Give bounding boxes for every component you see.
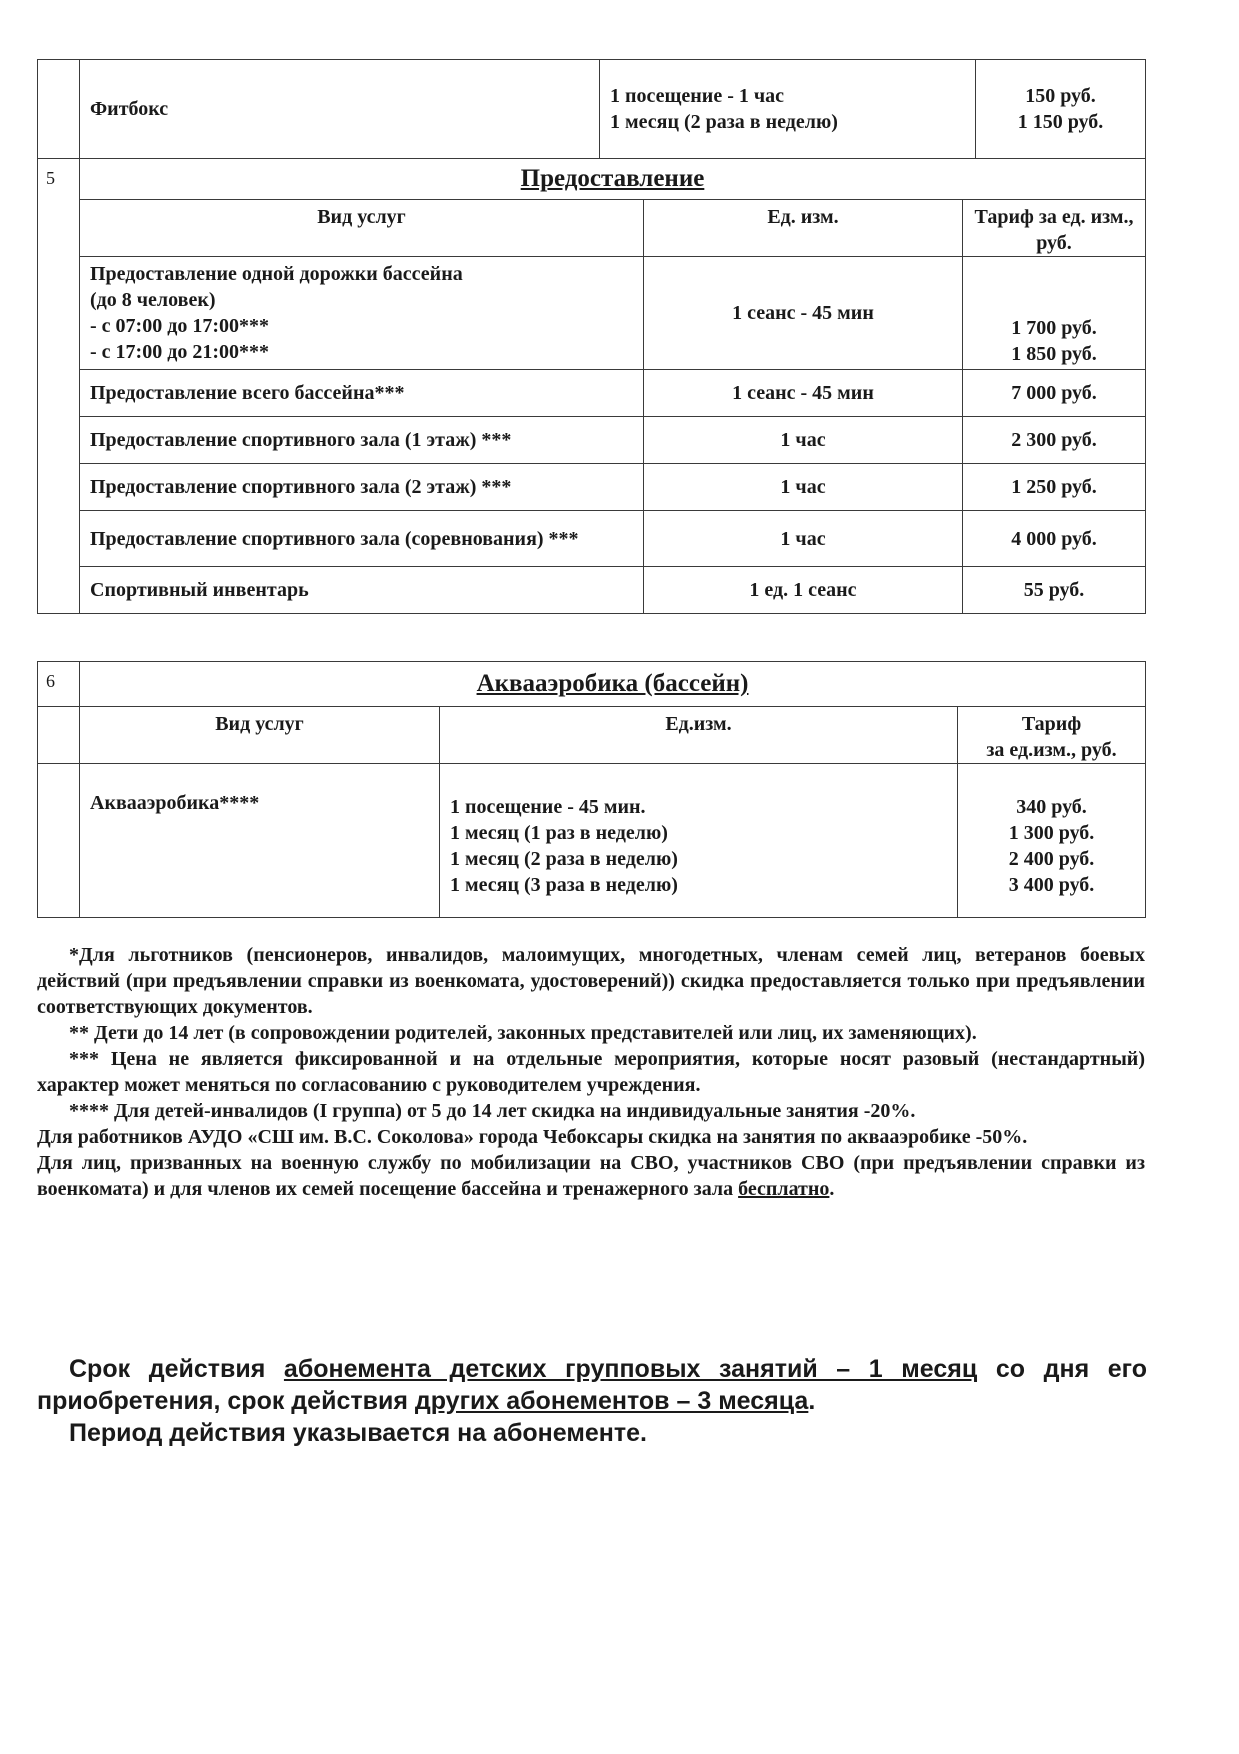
aqua-row — [38, 764, 1146, 918]
pool-lane-unit: 1 сеанс - 45 мин — [644, 257, 963, 370]
fitbox-name: Фитбокс — [80, 60, 600, 159]
aqua-prices — [958, 764, 1146, 918]
fitbox-number-cell — [38, 60, 80, 159]
header-service: Вид услуг — [80, 200, 644, 257]
section6-title-row — [38, 662, 1146, 707]
footer-text: . — [808, 1387, 816, 1415]
row-unit: 1 ед. 1 сеанс — [644, 567, 963, 614]
section6-header-row — [38, 707, 1146, 764]
footer-text: со дня его приобретения, срок действия — [37, 1355, 1148, 1415]
fitbox-unit: 1 месяц (2 раза в неделю) — [610, 111, 838, 133]
pool-lane-row — [38, 257, 1146, 370]
pool-lane-line: (до 8 человек) — [90, 289, 216, 311]
row-service: Спортивный инвентарь — [80, 567, 644, 614]
section5-title: Предоставление — [80, 159, 1146, 200]
footer-period: Период действия указывается на абонементе. — [69, 1419, 647, 1447]
note: *** Цена не является фиксированной и на отдельные мероприятия, которые носят разовый (нестандартный) характер может меняться по согласованию с руководителем учреждения. — [37, 1048, 1145, 1096]
pool-lane-price: 1 700 руб. — [1011, 317, 1097, 339]
row-price: 7 000 руб. — [963, 370, 1146, 417]
fitbox-prices — [976, 60, 1146, 159]
note-text: Для лиц, призванных на военную службу по мобилизации на СВО, участников СВО (при предъявлении справки из военкомата) и для членов их семей посещение бассейна и тренажерного зала — [37, 1152, 1145, 1200]
section5-table — [37, 158, 1146, 614]
footer-underlined: абонемента детских групповых занятий – 1 месяц — [283, 1355, 978, 1383]
header-tariff-line: Тариф — [1021, 713, 1082, 735]
row-unit: 1 час — [644, 464, 963, 511]
row-service: Предоставление спортивного зала (1 этаж) *** — [80, 417, 644, 464]
footer-text: Срок действия — [69, 1355, 284, 1383]
aqua-unit: 1 посещение - 45 мин. — [450, 796, 646, 818]
aqua-unit: 1 месяц (3 раза в неделю) — [450, 874, 678, 896]
header-tariff-line: за ед.изм., руб. — [986, 739, 1117, 761]
pool-lane-service — [80, 257, 644, 370]
footer-block — [37, 1353, 1147, 1449]
row-unit: 1 сеанс - 45 мин — [644, 370, 963, 417]
note — [37, 1150, 1145, 1202]
aqua-price: 1 300 руб. — [1008, 822, 1095, 844]
note-free: бесплатно — [738, 1178, 830, 1200]
section6-title: Аквааэробика (бассейн) — [80, 662, 1146, 707]
aqua-number-cell — [38, 764, 80, 918]
table-row — [38, 567, 1146, 614]
header-unit: Ед. изм. — [644, 200, 963, 257]
pool-lane-line: - с 17:00 до 21:00*** — [90, 341, 269, 363]
section6-table — [37, 661, 1146, 918]
section5-title-row — [38, 159, 1146, 200]
row-price: 2 300 руб. — [963, 417, 1146, 464]
header-service: Вид услуг — [80, 707, 440, 764]
header-tariff: Тариф за ед. изм., руб. — [963, 200, 1146, 257]
section6-header-spacer — [38, 707, 80, 764]
row-service: Предоставление всего бассейна*** — [80, 370, 644, 417]
row-unit: 1 час — [644, 511, 963, 567]
row-price: 1 250 руб. — [963, 464, 1146, 511]
table-row — [38, 417, 1146, 464]
aqua-unit: 1 месяц (1 раз в неделю) — [450, 822, 668, 844]
pool-lane-line: - с 07:00 до 17:00*** — [90, 315, 269, 337]
section6-number: 6 — [38, 662, 80, 707]
section5-header-row — [38, 200, 1146, 257]
aqua-units — [440, 764, 958, 918]
table-row — [38, 370, 1146, 417]
fitbox-table — [37, 59, 1146, 159]
note: ** Дети до 14 лет (в сопровождении родителей, законных представителей или лиц, их заменяющих). — [69, 1022, 977, 1044]
aqua-unit: 1 месяц (2 раза в неделю) — [450, 848, 678, 870]
fitbox-unit: 1 посещение - 1 час — [610, 85, 785, 107]
note: *Для льготников (пенсионеров, инвалидов, малоимущих, многодетных, членам семей лиц, ветеранов боевых действий (при предъявлении справки из военкомата, удостоверений)) скидка предоставляется только при предъявлении соответствующих документов. — [37, 944, 1145, 1018]
fitbox-price: 1 150 руб. — [1017, 111, 1104, 133]
fitbox-row — [38, 60, 1146, 159]
row-price: 4 000 руб. — [963, 511, 1146, 567]
pool-lane-prices — [963, 257, 1146, 370]
row-price: 55 руб. — [963, 567, 1146, 614]
aqua-price: 3 400 руб. — [1008, 874, 1095, 896]
fitbox-price: 150 руб. — [1025, 85, 1096, 107]
pool-lane-price: 1 850 руб. — [1011, 343, 1097, 365]
footer-validity — [37, 1353, 1147, 1417]
row-unit: 1 час — [644, 417, 963, 464]
aqua-price: 340 руб. — [1016, 796, 1087, 818]
header-unit: Ед.изм. — [440, 707, 958, 764]
row-service: Предоставление спортивного зала (соревнования) *** — [80, 511, 644, 567]
note: Для работников АУДО «СШ им. В.С. Соколова» города Чебоксары скидка на занятия по аквааэробике -50%. — [37, 1126, 1028, 1148]
table-row — [38, 511, 1146, 567]
footer-underlined: других абонементов – 3 месяца — [414, 1387, 809, 1415]
aqua-price: 2 400 руб. — [1008, 848, 1095, 870]
table-row — [38, 464, 1146, 511]
fitbox-units — [600, 60, 976, 159]
aqua-service: Аквааэробика**** — [80, 764, 440, 918]
note-end: . — [829, 1178, 835, 1200]
header-tariff — [958, 707, 1146, 764]
note: **** Для детей-инвалидов (I группа) от 5 до 14 лет скидка на индивидуальные занятия -20%. — [69, 1100, 916, 1122]
pool-lane-line: Предоставление одной дорожки бассейна — [90, 263, 463, 285]
row-service: Предоставление спортивного зала (2 этаж) *** — [80, 464, 644, 511]
notes-block — [37, 942, 1145, 1202]
section5-number: 5 — [38, 159, 80, 614]
